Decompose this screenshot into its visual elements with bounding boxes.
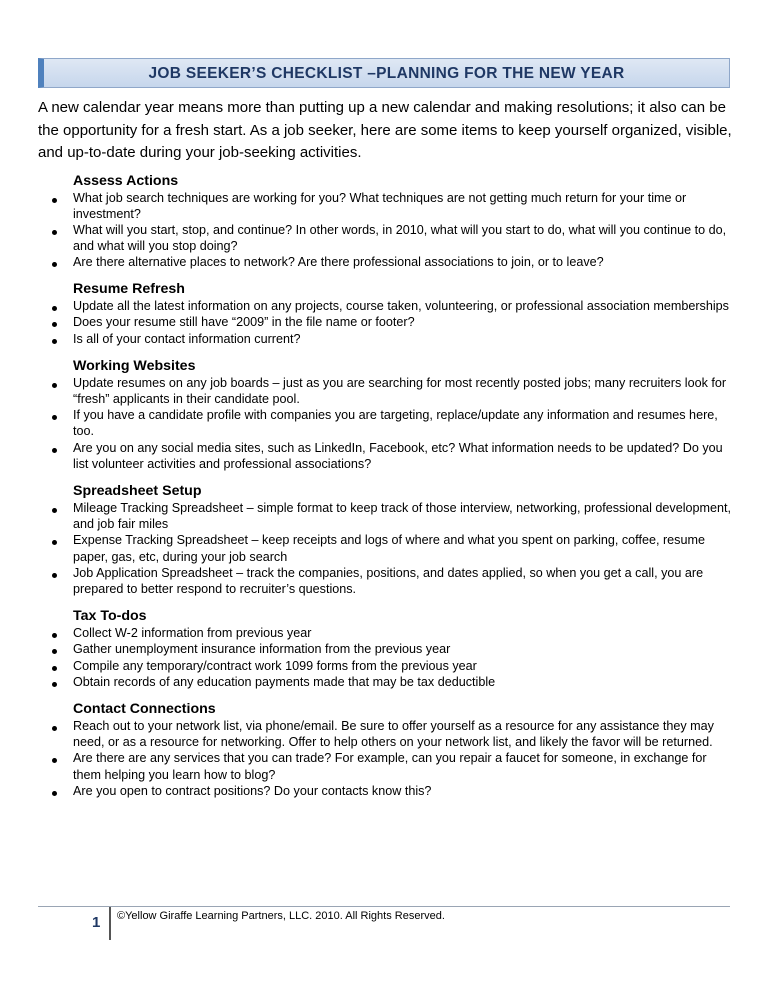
checklist-item: Mileage Tracking Spreadsheet – simple format to keep track of those interview, networking, professional development, and job fair miles <box>52 500 732 532</box>
checklist-sections <box>52 173 732 810</box>
checklist-item: Gather unemployment insurance information from the previous year <box>52 641 732 657</box>
checklist <box>52 375 732 472</box>
bullet-icon <box>52 230 57 235</box>
bullet-icon <box>52 726 57 731</box>
section-title: Contact Connections <box>73 701 216 718</box>
checklist <box>52 190 732 270</box>
checklist <box>52 718 732 799</box>
bullet-icon <box>52 448 57 453</box>
section-title: Tax To-dos <box>73 608 147 625</box>
bullet-icon <box>52 758 57 763</box>
bullet-icon <box>52 666 57 671</box>
intro-paragraph: A new calendar year means more than putting up a new calendar and making resolutions; it also can be the opportunity for a fresh start. As a job seeker, here are some items to keep yourself organized, visible, and up-to-date during your job-seeking activities. <box>38 99 732 161</box>
checklist-item: Collect W-2 information from previous year <box>52 625 732 641</box>
section-title: Working Websites <box>73 357 196 374</box>
bullet-icon <box>52 306 57 311</box>
bullet-icon <box>52 682 57 687</box>
checklist <box>52 298 732 347</box>
checklist-item: Update resumes on any job boards – just as you are searching for most recently posted jobs; many recruiters look for “fresh” applicants in their candidate pool. <box>52 375 732 407</box>
footer-rule <box>38 906 730 907</box>
section-title: Resume Refresh <box>73 281 185 298</box>
section-title: Assess Actions <box>73 173 179 189</box>
checklist-item: Obtain records of any education payments made that may be tax deductible <box>52 674 732 690</box>
bullet-icon <box>52 573 57 578</box>
checklist <box>52 625 732 690</box>
bullet-icon <box>52 383 57 388</box>
copyright-notice: ©Yellow Giraffe Learning Partners, LLC. 2010. All Rights Reserved. <box>117 910 445 922</box>
section-title: Spreadsheet Setup <box>73 483 202 500</box>
bullet-icon <box>52 633 57 638</box>
checklist-item: Compile any temporary/contract work 1099 forms from the previous year <box>52 658 732 674</box>
section-resume-refresh <box>52 281 732 347</box>
bullet-icon <box>52 649 57 654</box>
section-tax-todos <box>52 608 732 690</box>
bullet-icon <box>52 415 57 420</box>
bullet-icon <box>52 540 57 545</box>
title-banner <box>38 58 730 88</box>
checklist-item: Does your resume still have “2009” in the file name or footer? <box>52 314 732 330</box>
bullet-icon <box>52 322 57 327</box>
checklist-item: Are there are any services that you can trade? For example, can you repair a faucet for someone, in exchange for them helping you learn how to blog? <box>52 750 732 782</box>
page-number: 1 <box>92 914 101 931</box>
checklist-item: Are you open to contract positions? Do your contacts know this? <box>52 783 732 799</box>
checklist <box>52 500 732 597</box>
section-working-websites <box>52 358 732 472</box>
bullet-icon <box>52 508 57 513</box>
checklist-item: What job search techniques are working for you? What techniques are not getting much return for your time or investment? <box>52 190 732 222</box>
bullet-icon <box>52 339 57 344</box>
bullet-icon <box>52 262 57 267</box>
checklist-item: Reach out to your network list, via phone/email. Be sure to offer yourself as a resource for any assistance they may need, or as a resource for networking. Offer to help others on your network list, and likely the favor will be returned. <box>52 718 732 750</box>
checklist-item: Expense Tracking Spreadsheet – keep receipts and logs of where and what you spent on parking, coffee, resume paper, gas, etc, during your job search <box>52 532 732 564</box>
section-assess-actions <box>52 173 732 270</box>
checklist-item: Are there alternative places to network? Are there professional associations to join, or to leave? <box>52 254 732 270</box>
bullet-icon <box>52 198 57 203</box>
section-spreadsheet-setup <box>52 483 732 597</box>
checklist-item: If you have a candidate profile with companies you are targeting, replace/update any information and resumes here, too. <box>52 407 732 439</box>
page-title: JOB SEEKER’S CHECKLIST –PLANNING FOR THE NEW YEAR <box>148 65 625 82</box>
checklist-item: Is all of your contact information current? <box>52 331 732 347</box>
checklist-item: Are you on any social media sites, such as LinkedIn, Facebook, etc? What information needs to be updated? Do you list volunteer activities and professional associations? <box>52 440 732 472</box>
checklist-item: What will you start, stop, and continue? In other words, in 2010, what will you start to do, what will you continue to do, and what will you stop doing? <box>52 222 732 254</box>
footer-divider <box>109 907 111 940</box>
section-contact-connections <box>52 701 732 799</box>
checklist-item: Update all the latest information on any projects, course taken, volunteering, or professional association memberships <box>52 298 732 314</box>
bullet-icon <box>52 791 57 796</box>
checklist-item: Job Application Spreadsheet – track the companies, positions, and dates applied, so when you get a call, you are prepared to better respond to recruiter’s questions. <box>52 565 732 597</box>
